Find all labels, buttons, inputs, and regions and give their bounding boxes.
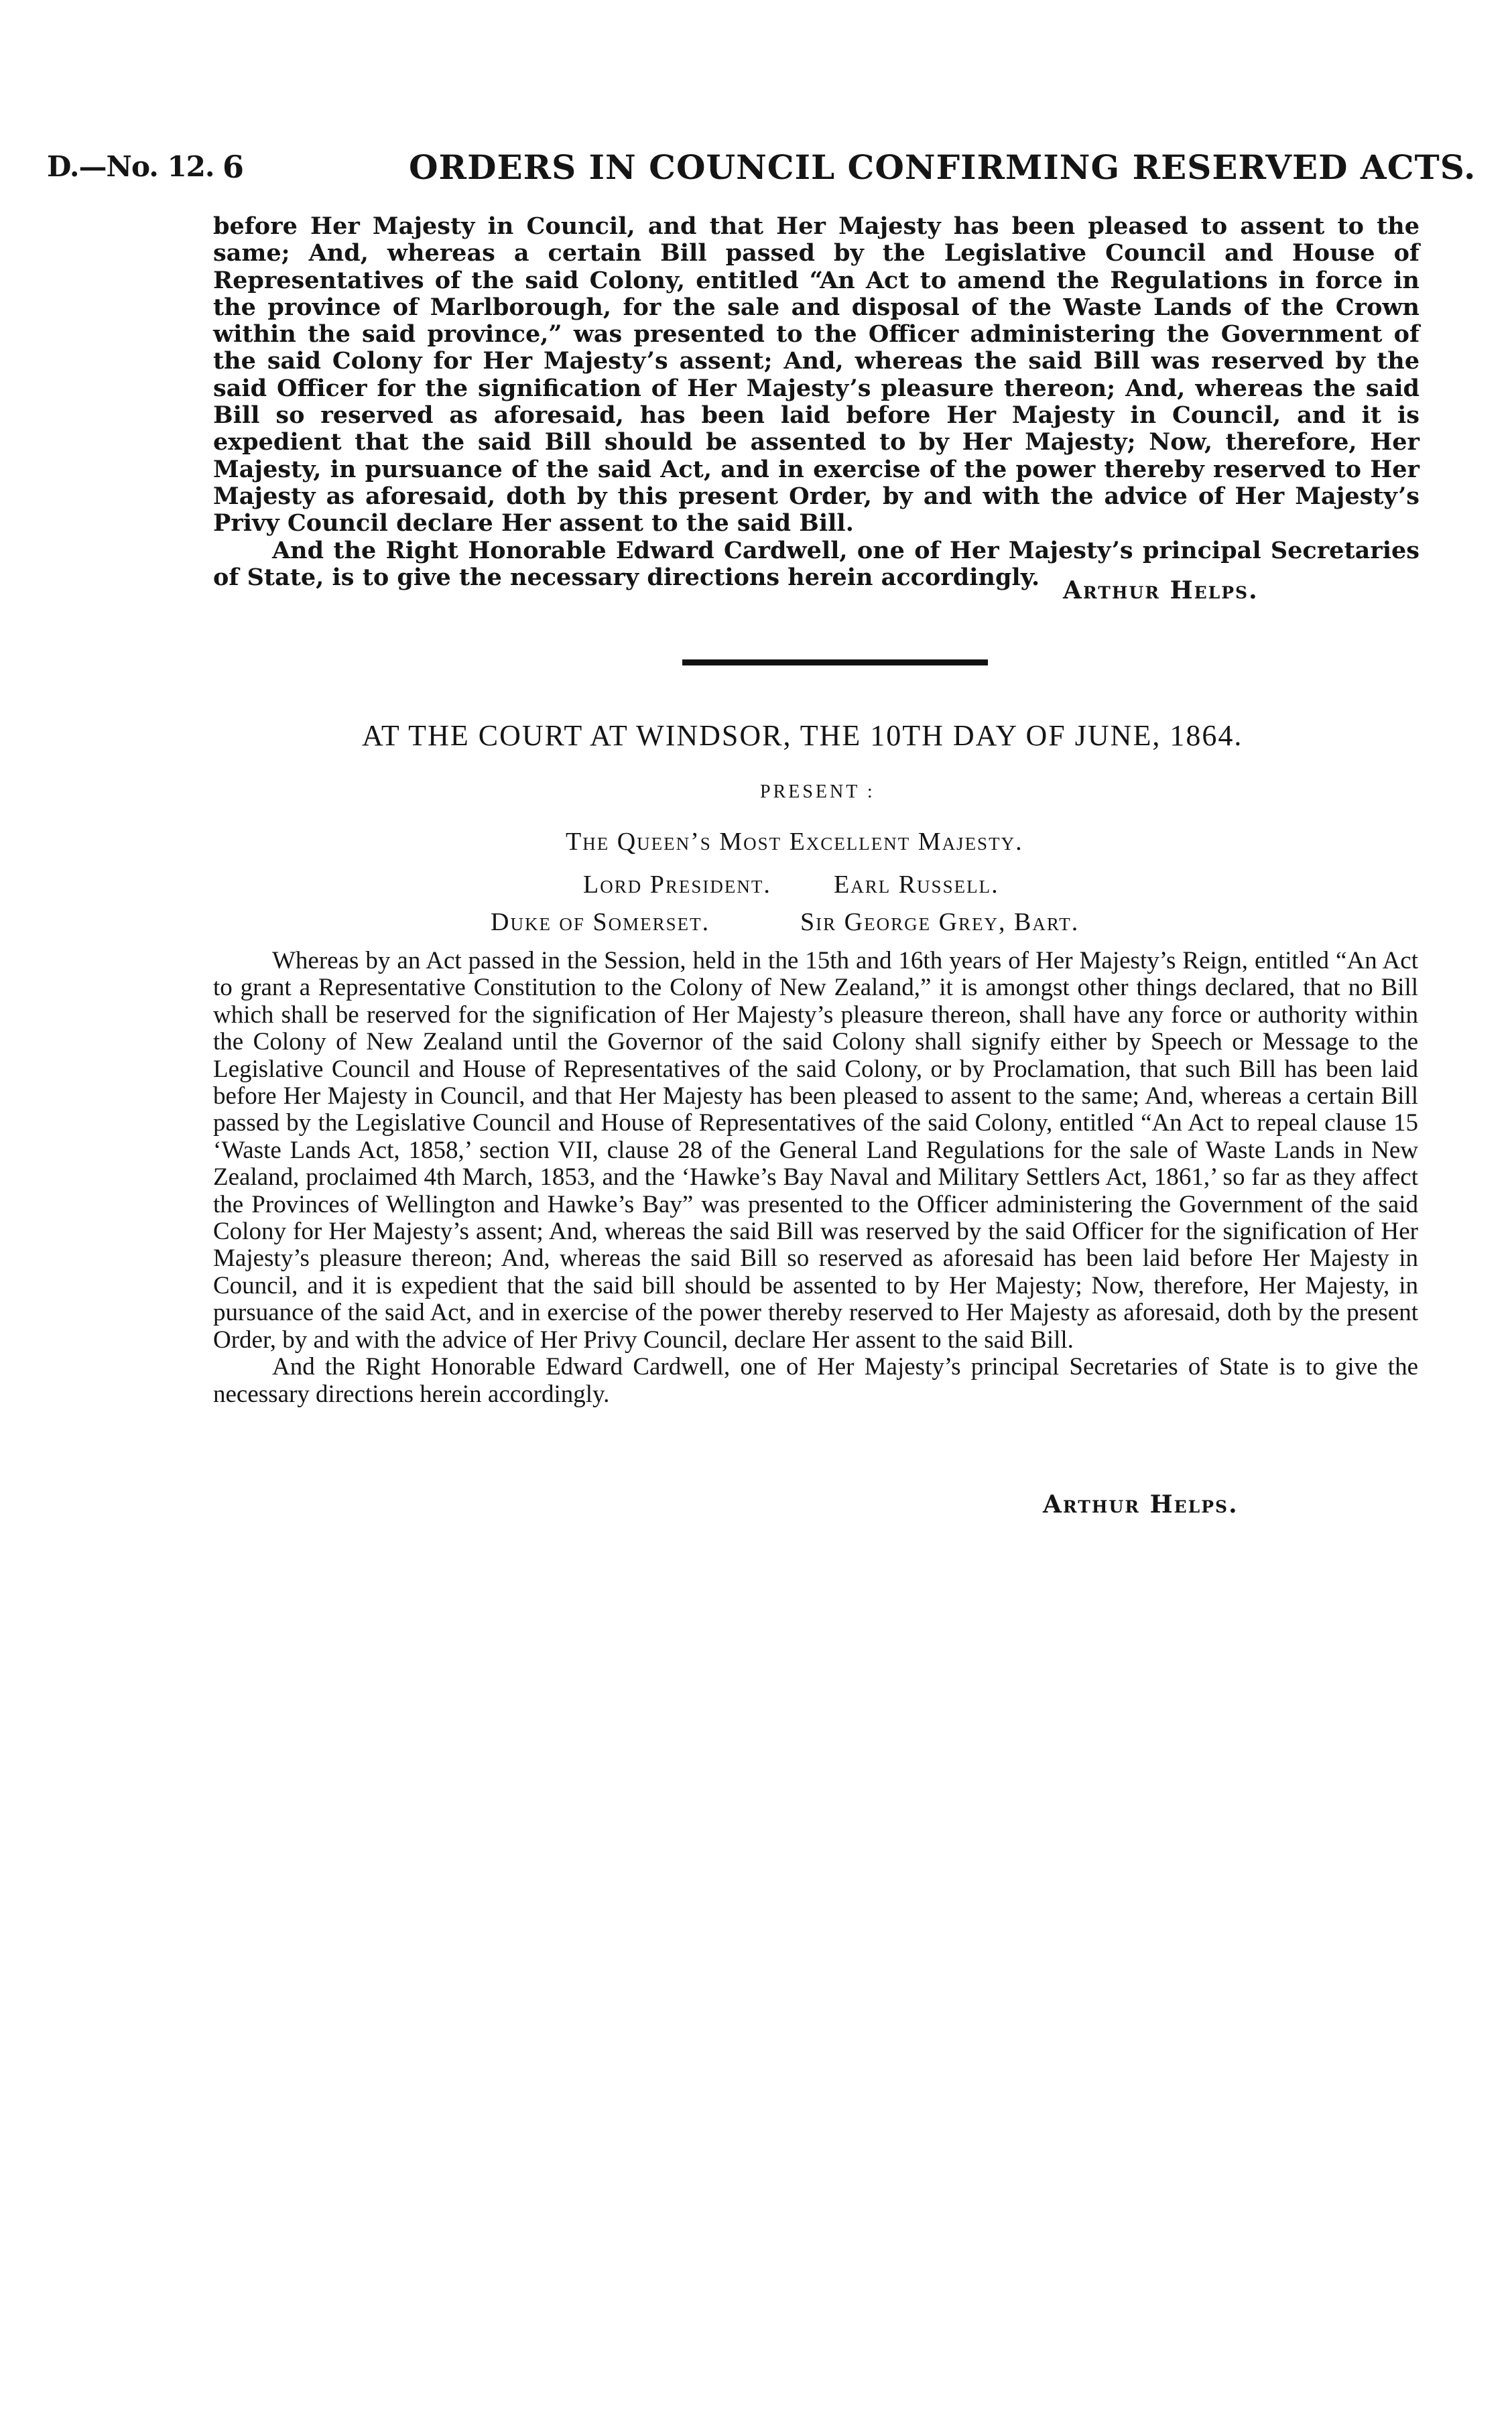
page-header (47, 146, 1476, 189)
attendee-earl-russell: Earl Russell. (834, 871, 999, 899)
second-order-paragraph-1: Whereas by an Act passed in the Session, held in the 15th and 16th years of Her Majesty’s Reign, entitled “An Act to grant a Representative Constitution to the Colony of New Zealand,” it is amongst other things declared, that no Bill which shall be reserved for the signification of Her Majesty’s pleasure thereon, shall have any force or authority within the Colony of New Zealand until the Governor of the said Colony shall signify either by Speech or Message to the Legislative Council and House of Representatives of the said Colony, or by Proclamation, that such Bill has been laid before Her Majesty in Council, and that Her Majesty has been pleased to assent to the same; And, whereas a certain Bill passed by the Legislative Council and House of Representatives of the said Colony, entitled “An Act to repeal clause 15 ‘Waste Lands Act, 1858,’ section VII, clause 28 of the General Land Regulations for the sale of Waste Lands in New Zealand, proclaimed 4th March, 1853, and the ‘Hawke’s Bay Naval and Military Settlers Act, 1861,’ so far as they affect the Provinces of Wellington and Hawke’s Bay” was presented to the Officer administering the Government of the said Colony for Her Majesty’s assent; And, whereas the said Bill was reserved by the said Officer for the signification of Her Majesty’s pleasure thereon; And, whereas the said Bill so reserved as aforesaid has been laid before Her Majesty in Council, and it is expedient that the said bill should be assented to by Her Majesty; Now, therefore, Her Majesty, in pursuance of the said Act, and in exercise of the power thereby reserved to Her Majesty as aforesaid, doth by the present Order, by and with the advice of Her Privy Council, declare Her assent to the said Bill. (213, 947, 1418, 1354)
attendee-duke-of-somerset: Duke of Somerset. (491, 908, 710, 936)
paper-number: D.—No. 12. (47, 150, 214, 183)
court-heading: AT THE COURT AT WINDSOR, THE 10TH DAY OF JUNE, 1864. (362, 719, 1243, 752)
page-number: 6 (223, 149, 245, 185)
second-order-text (213, 948, 1418, 1408)
attendee-lord-president: Lord President. (583, 871, 771, 899)
attendee-queen: The Queen’s Most Excellent Majesty. (566, 828, 1023, 856)
first-order-signature: Arthur Helps. (1063, 576, 1259, 604)
first-order-paragraph-2: And the Right Honorable Edward Cardwell, one of Her Majesty’s principal Secretaries of State, is to give the necessary directions herein accordingly. (213, 536, 1420, 591)
running-title: ORDERS IN COUNCIL CONFIRMING RESERVED ACTS. (409, 147, 1476, 187)
first-order-text (213, 213, 1420, 591)
second-order-signature: Arthur Helps. (1043, 1490, 1239, 1519)
attendee-sir-george-grey: Sir George Grey, Bart. (800, 908, 1080, 936)
second-order-paragraph-2: And the Right Honorable Edward Cardwell, one of Her Majesty’s principal Secretaries of State is to give the necessary directions herein accordingly. (213, 1353, 1418, 1408)
first-order-paragraph-1: before Her Majesty in Council, and that Her Majesty has been pleased to assent to the same; And, whereas a certain Bill passed by the Legislative Council and House of Representatives of the said Colony, entitled “An Act to amend the Regulations in force in the province of Marlborough, for the sale and disposal of the Waste Lands of the Crown within the said province,” was presented to the Officer administering the Government of the said Colony for Her Majesty’s assent; And, whereas the said Bill was reserved by the said Officer for the signification of Her Majesty’s pleasure thereon; And, whereas the said Bill so reserved as aforesaid, has been laid before Her Majesty in Council, and it is expedient that the said Bill should be assented to by Her Majesty; Now, therefore, Her Majesty, in pursuance of the said Act, and in exercise of the power thereby reserved to Her Majesty as aforesaid, doth by this present Order, by and with the advice of Her Majesty’s Privy Council declare Her assent to the said Bill. (213, 212, 1420, 537)
present-label: PRESENT : (760, 781, 875, 802)
section-divider-rule (682, 659, 988, 665)
